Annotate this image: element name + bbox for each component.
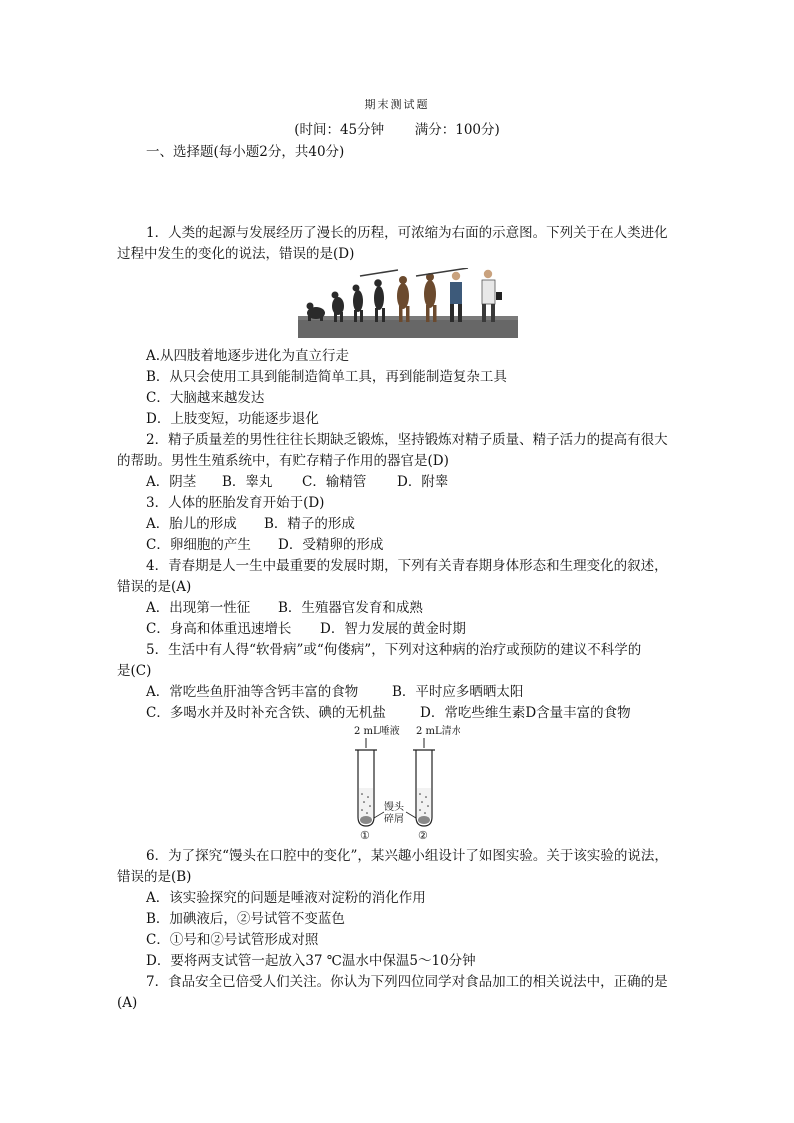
q4-option-d: D．智力发展的黄金时期 bbox=[320, 621, 466, 637]
q2-option-a: A．阴茎 bbox=[146, 474, 197, 490]
test-tube-figure bbox=[340, 722, 460, 842]
mid-label-1: 馒头 bbox=[384, 802, 404, 813]
q1-option-a: A.从四肢着地逐步进化为直立行走 bbox=[146, 348, 350, 364]
q7-stem-line2: (A) bbox=[117, 995, 138, 1011]
q6-stem-line2: 错误的是(B) bbox=[117, 869, 192, 885]
q6-option-c: C．①号和②号试管形成对照 bbox=[146, 932, 319, 948]
q1-option-b: B．从只会使用工具到能制造简单工具，再到能制造复杂工具 bbox=[146, 369, 507, 385]
exam-score: 满分：100分) bbox=[414, 122, 500, 138]
q7-stem-line1: 7．食品安全已倍受人们关注。你认为下列四位同学对食品加工的相关说法中，正确的是 bbox=[146, 974, 668, 990]
q1-option-d: D．上肢变短，功能逐步退化 bbox=[146, 411, 319, 427]
q3-stem: 3．人体的胚胎发育开始于(D) bbox=[146, 495, 325, 511]
exam-info bbox=[0, 118, 794, 138]
q5-option-c: C．多喝水并及时补充含铁、碘的无机盐 bbox=[146, 705, 386, 721]
q6-option-a: A．该实验探究的问题是唾液对淀粉的消化作用 bbox=[146, 890, 426, 906]
q5-option-d: D．常吃些维生素D含量丰富的食物 bbox=[420, 705, 631, 721]
page-title: 期末测试题 bbox=[364, 98, 430, 111]
q3-option-b: B．精子的形成 bbox=[264, 516, 355, 532]
q4-option-c: C．身高和体重迅速增长 bbox=[146, 621, 292, 637]
mid-label-2: 碎屑 bbox=[384, 814, 404, 825]
q2-option-b: B．睾丸 bbox=[222, 474, 273, 490]
section-title: 一、选择题(每小题2分，共40分) bbox=[146, 144, 345, 160]
q5-stem-line1: 5．生活中有人得“软骨病”或“佝偻病”，下列对这种病的治疗或预防的建议不科学的 bbox=[146, 642, 642, 658]
q5-stem-line2: 是(C) bbox=[117, 663, 152, 679]
q1-option-c: C．大脑越来越发达 bbox=[146, 390, 265, 406]
q4-option-a: A．出现第一性征 bbox=[146, 600, 251, 616]
q3-option-c: C．卵细胞的产生 bbox=[146, 537, 251, 553]
q3-option-a: A．胎儿的形成 bbox=[146, 516, 237, 532]
q4-option-b: B．生殖器官发育和成熟 bbox=[278, 600, 423, 616]
q5-option-a: A．常吃些鱼肝油等含钙丰富的食物 bbox=[146, 684, 359, 700]
tube1-label: 2 mL唾液 bbox=[354, 726, 400, 737]
tube2-number: ② bbox=[418, 829, 428, 842]
q2-option-d: D．附睾 bbox=[397, 474, 449, 490]
q4-stem-line2: 错误的是(A) bbox=[117, 579, 192, 595]
q6-option-b: B．加碘液后，②号试管不变蓝色 bbox=[146, 911, 345, 927]
tube1-number: ① bbox=[360, 829, 370, 842]
q2-stem-line2: 的帮助。男性生殖系统中，有贮存精子作用的器官是(D) bbox=[117, 453, 449, 469]
evolution-illustration bbox=[298, 268, 518, 338]
evolution-figure bbox=[298, 268, 518, 338]
q6-stem-line1: 6．为了探究“馒头在口腔中的变化”，某兴趣小组设计了如图实验。关于该实验的说法， bbox=[146, 848, 668, 864]
exam-time: (时间：45分钟 bbox=[294, 122, 385, 138]
q1-stem-line2: 过程中发生的变化的说法，错误的是(D) bbox=[117, 246, 355, 262]
q4-stem-line1: 4．青春期是人一生中最重要的发展时期，下列有关青春期身体形态和生理变化的叙述， bbox=[146, 558, 668, 574]
q5-option-b: B．平时应多晒晒太阳 bbox=[392, 684, 524, 700]
test-tube-diagram bbox=[340, 722, 460, 842]
q2-option-c: C．输精管 bbox=[302, 474, 367, 490]
q2-stem-line1: 2．精子质量差的男性往往长期缺乏锻炼，坚持锻炼对精子质量、精子活力的提高有很大 bbox=[146, 432, 668, 448]
q1-stem-line1: 1．人类的起源与发展经历了漫长的历程，可浓缩为右面的示意图。下列关于在人类进化 bbox=[146, 225, 668, 241]
tube2-label: 2 mL清水 bbox=[416, 726, 460, 737]
q3-option-d: D．受精卵的形成 bbox=[278, 537, 384, 553]
q6-option-d: D．要将两支试管一起放入37 ℃温水中保温5～10分钟 bbox=[146, 953, 476, 969]
